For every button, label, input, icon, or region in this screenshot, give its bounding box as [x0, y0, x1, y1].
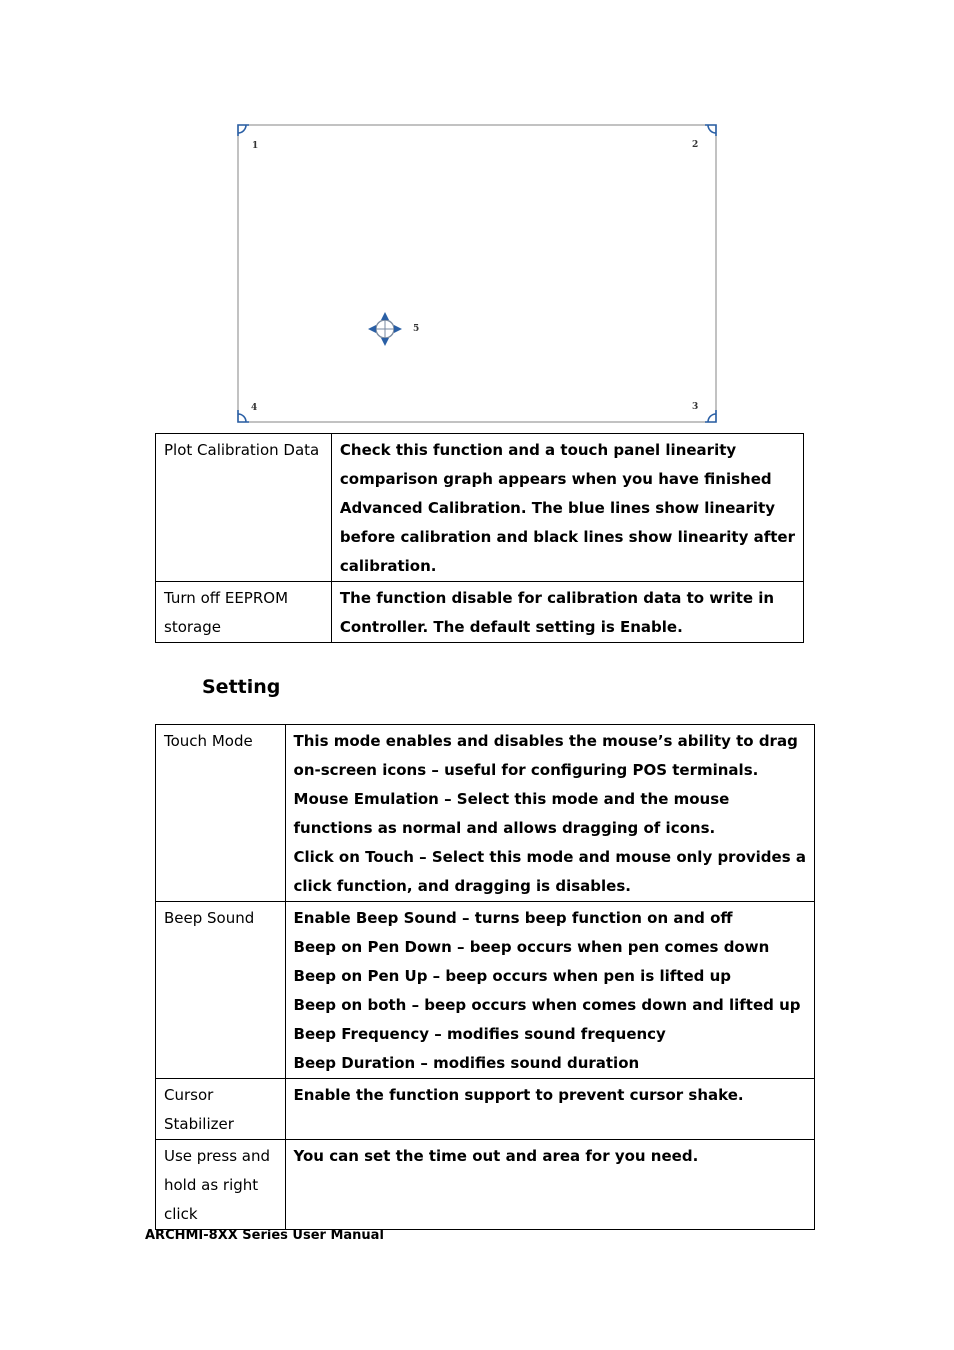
- option-label-cell: [156, 1079, 286, 1140]
- option-description-cell: [285, 1079, 814, 1140]
- description-line: Mouse Emulation – Select this mode and the mouse: [293, 790, 730, 808]
- description-line: Beep Duration – modifies sound duration: [293, 1054, 640, 1072]
- description-line: Controller. The default setting is Enable.: [339, 618, 683, 636]
- option-label: Touch Mode: [164, 732, 253, 750]
- option-label-cell: [156, 725, 286, 902]
- description-line: Enable Beep Sound – turns beep function on and off: [293, 909, 733, 927]
- option-description-cell: [285, 1140, 814, 1230]
- description-line: Enable the function support to prevent cursor shake.: [293, 1086, 744, 1104]
- description-line: The function disable for calibration data to write in: [339, 589, 775, 607]
- table-row: [156, 1140, 815, 1230]
- point-label-1: 1: [252, 141, 259, 151]
- setting-options-table: [155, 724, 815, 1230]
- option-label: Turn off EEPROM: [164, 589, 289, 607]
- description-line: Check this function and a touch panel linearity: [339, 441, 737, 459]
- option-description-cell: [285, 902, 814, 1079]
- option-description-cell: [331, 434, 803, 582]
- option-description-cell: [331, 582, 803, 643]
- option-label-cell: [156, 1140, 286, 1230]
- calibration-options-table: [155, 433, 804, 643]
- option-label: Beep Sound: [164, 909, 255, 927]
- description-line: Beep on Pen Up – beep occurs when pen is lifted up: [293, 967, 731, 985]
- description-line: Beep on Pen Down – beep occurs when pen comes down: [293, 938, 770, 956]
- description-line: Click on Touch – Select this mode and mouse only provides a: [293, 848, 806, 866]
- description-line: Beep on both – beep occurs when comes down and lifted up: [293, 996, 801, 1014]
- table-row: [156, 582, 804, 643]
- table-row: [156, 1079, 815, 1140]
- description-line: functions as normal and allows dragging of icons.: [293, 819, 716, 837]
- option-label: Use press and: [164, 1147, 270, 1165]
- point-label-5: 5: [413, 324, 420, 334]
- calibration-figure: [237, 124, 717, 424]
- description-line: click function, and dragging is disables.: [293, 877, 631, 895]
- point-label-2: 2: [692, 140, 699, 150]
- option-label: Plot Calibration Data: [164, 441, 320, 459]
- table-row: [156, 725, 815, 902]
- option-label: Cursor Stabilizer: [164, 1086, 234, 1133]
- option-label: hold as right click: [164, 1176, 259, 1223]
- section-heading: Setting: [202, 676, 281, 698]
- description-line: Advanced Calibration. The blue lines show linearity: [339, 499, 776, 517]
- calibration-screen-diagram: [237, 124, 717, 424]
- description-line: calibration.: [339, 557, 437, 575]
- option-label-cell: [156, 582, 332, 643]
- point-label-4: 4: [251, 403, 258, 413]
- table-row: [156, 434, 804, 582]
- description-line: Beep Frequency – modifies sound frequency: [293, 1025, 666, 1043]
- page-footer: ARCHMI-8XX Series User Manual: [145, 1228, 384, 1243]
- option-label-cell: [156, 434, 332, 582]
- option-label: storage: [164, 618, 221, 636]
- description-line: comparison graph appears when you have finished: [339, 470, 772, 488]
- description-line: on-screen icons – useful for configuring POS terminals.: [293, 761, 759, 779]
- option-label-cell: [156, 902, 286, 1079]
- description-line: You can set the time out and area for you need.: [293, 1147, 699, 1165]
- table-row: [156, 902, 815, 1079]
- option-description-cell: [285, 725, 814, 902]
- description-line: This mode enables and disables the mouse’s ability to drag: [293, 732, 798, 750]
- description-line: before calibration and black lines show linearity after: [339, 528, 795, 546]
- point-label-3: 3: [692, 402, 699, 412]
- calibration-screen-border: [238, 125, 716, 422]
